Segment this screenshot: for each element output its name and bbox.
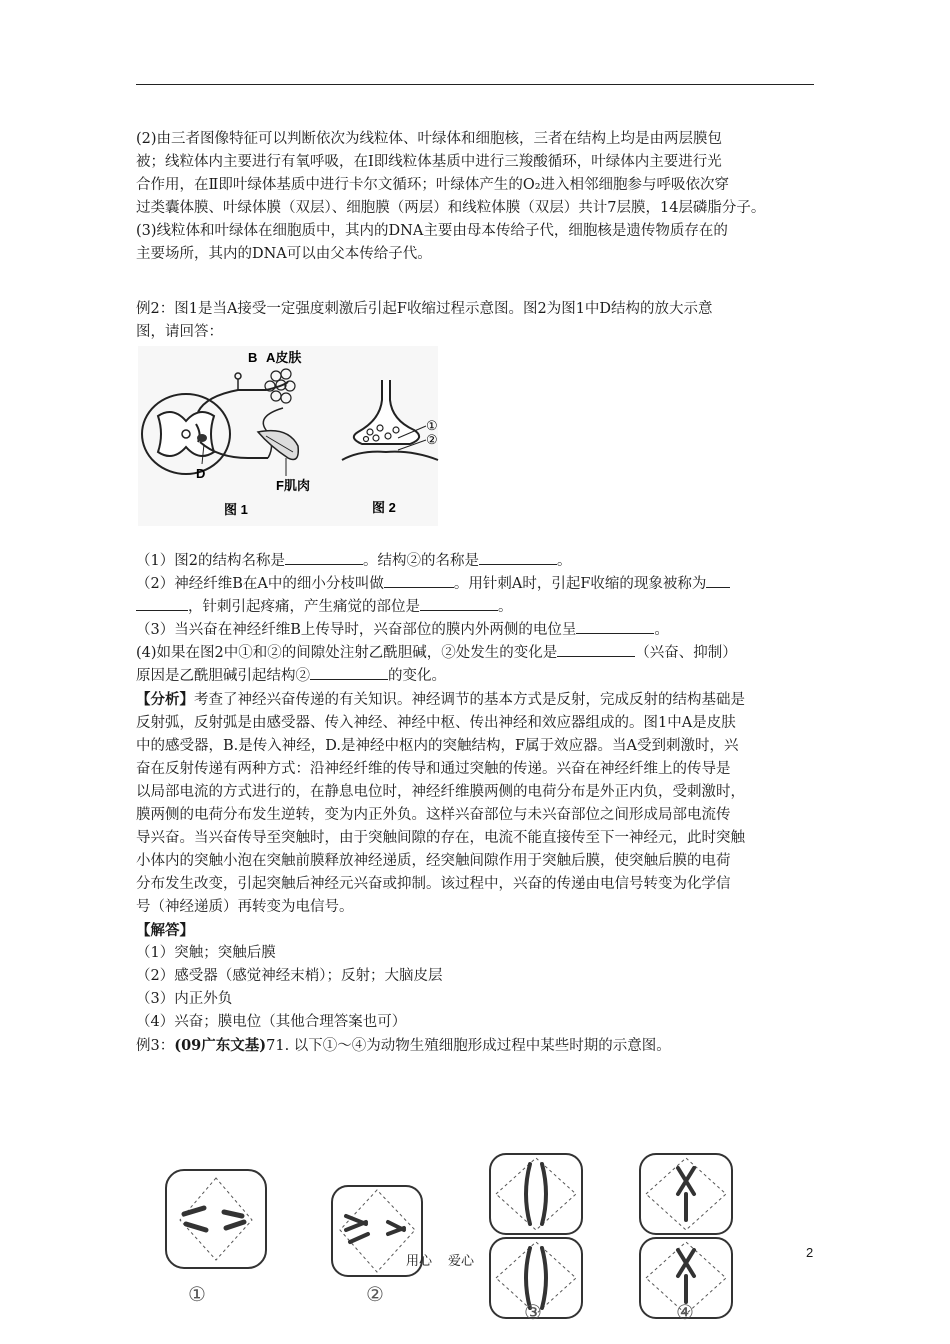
text-line: 例2：图1是当A接受一定强度刺激后引起F收缩过程示意图。图2为图1中D结构的放大示意 [136, 301, 713, 317]
text-line: 被；线粒体内主要进行有氧呼吸，在Ⅰ即线粒体基质中进行三羧酸循环，叶绿体内主要进行光 [136, 154, 722, 170]
text-line: (2)由三者图像特征可以判断依次为线粒体、叶绿体和细胞核，三者在结构上均是由两层膜包 [136, 131, 723, 147]
label-d: D [196, 466, 206, 481]
header-rule [136, 84, 814, 85]
analysis-line: 导兴奋。当兴奋传导至突触时，由于突触间隙的存在，电流不能直接传至下一神经元，此时突触 [136, 830, 745, 846]
label-structure-2: ② [426, 433, 438, 448]
analysis-section [136, 688, 814, 1058]
cell-label-4: ④ [676, 1300, 694, 1324]
question-4: (4)如果在图2中①和②的间隙处注射乙酰胆碱，②处发生的变化是 （兴奋、抑制） [136, 642, 814, 665]
cell-label-2: ② [366, 1282, 384, 1306]
footer-right: 爱心 [448, 1254, 475, 1269]
text-line: 合作用，在Ⅱ即叶绿体基质中进行卡尔文循环；叶绿体产生的O₂进入相邻细胞参与呼吸依次穿 [136, 177, 730, 193]
question-4-cont: 原因是乙酰胆碱引起结构② 的变化。 [136, 665, 814, 688]
analysis-line: 中的感受器，B.是传入神经，D.是神经中枢内的突触结构，F属于效应器。当A受到刺激时，兴 [136, 738, 739, 754]
analysis-heading: 【分析】 [136, 691, 194, 708]
label-a-skin: A皮肤 [266, 350, 302, 365]
analysis-line: 小体内的突触小泡在突触前膜释放神经递质，经突触间隙作用于突触后膜，使突触后膜的电荷 [136, 853, 731, 869]
question-1: （1）图2的结构名称是 。结构②的名称是 。 [136, 550, 814, 573]
answer-line: （2）感受器（感觉神经末梢）；反射；大脑皮层 [136, 968, 443, 984]
answer-line: （3）内正外负 [136, 991, 233, 1007]
analysis-line: 【分析】考查了神经兴奋传递的有关知识。神经调节的基本方式是反射，完成反射的结构基础是 [136, 691, 745, 708]
figure-2-synapse [340, 380, 450, 525]
figure-caption: 图 2 [372, 500, 396, 515]
example3-heading: 例3：(09广东文基)71. 以下①～④为动物生殖细胞形成过程中某些时期的示意图。 [136, 1037, 671, 1054]
example2-intro [136, 298, 814, 344]
footer-left: 用心 [406, 1254, 433, 1269]
label-structure-1: ① [426, 419, 438, 434]
analysis-line: 奋在反射传递有两种方式：沿神经纤维的传导和通过突触的传递。兴奋在神经纤维上的传导是 [136, 761, 731, 777]
answer-line: （4）兴奋；膜电位（其他合理答案也可） [136, 1014, 407, 1030]
analysis-line: 膜两侧的电荷分布发生逆转，变为内正外负。这样兴奋部位与未兴奋部位之间形成局部电流传 [136, 807, 731, 823]
analysis-line: 号（神经递质）再转变为电信号。 [136, 899, 354, 915]
answer-heading: 【解答】 [136, 922, 194, 939]
example2-questions [136, 550, 814, 688]
question-2: （2）神经纤维B在A中的细小分枝叫做 。用针刺A时，引起F收缩的现象被称为 [136, 573, 814, 596]
text-line: 过类囊体膜、叶绿体膜（双层）、细胞膜（两层）和线粒体膜（双层）共计7层膜，14层磷脂分子。 [136, 200, 766, 216]
cell-label-1: ① [188, 1282, 206, 1306]
question-2-cont: ，针刺引起疼痛，产生痛觉的部位是 。 [136, 596, 814, 619]
part1-text [136, 128, 814, 266]
text-line: 主要场所，其内的DNA可以由父本传给子代。 [136, 246, 432, 262]
label-b: B [248, 350, 258, 365]
figure-caption: 图 1 [224, 502, 248, 517]
answer-line: （1）突触；突触后膜 [136, 945, 276, 961]
question-3: （3）当兴奋在神经纤维B上传导时，兴奋部位的膜内外两侧的电位呈 。 [136, 619, 814, 642]
cell-label-3: ③ [524, 1300, 542, 1324]
label-f-muscle: F肌肉 [276, 478, 310, 493]
analysis-line: 反射弧，反射弧是由感受器、传入神经、神经中枢、传出神经和效应器组成的。图1中A是皮肤 [136, 715, 736, 731]
analysis-line: 以局部电流的方式进行的，在静息电位时，神经纤维膜两侧的电荷分布是外正内负，受刺激时， [136, 784, 745, 800]
text-line: (3)线粒体和叶绿体在细胞质中，其内的DNA主要由母本传给子代，细胞核是遗传物质存在的 [136, 223, 728, 239]
text-line: 图，请回答： [136, 324, 223, 340]
page-number: 2 [806, 1245, 814, 1260]
analysis-line: 分布发生改变，引起突触后神经元兴奋或抑制。该过程中，兴奋的传递由电信号转变为化学信 [136, 876, 731, 892]
